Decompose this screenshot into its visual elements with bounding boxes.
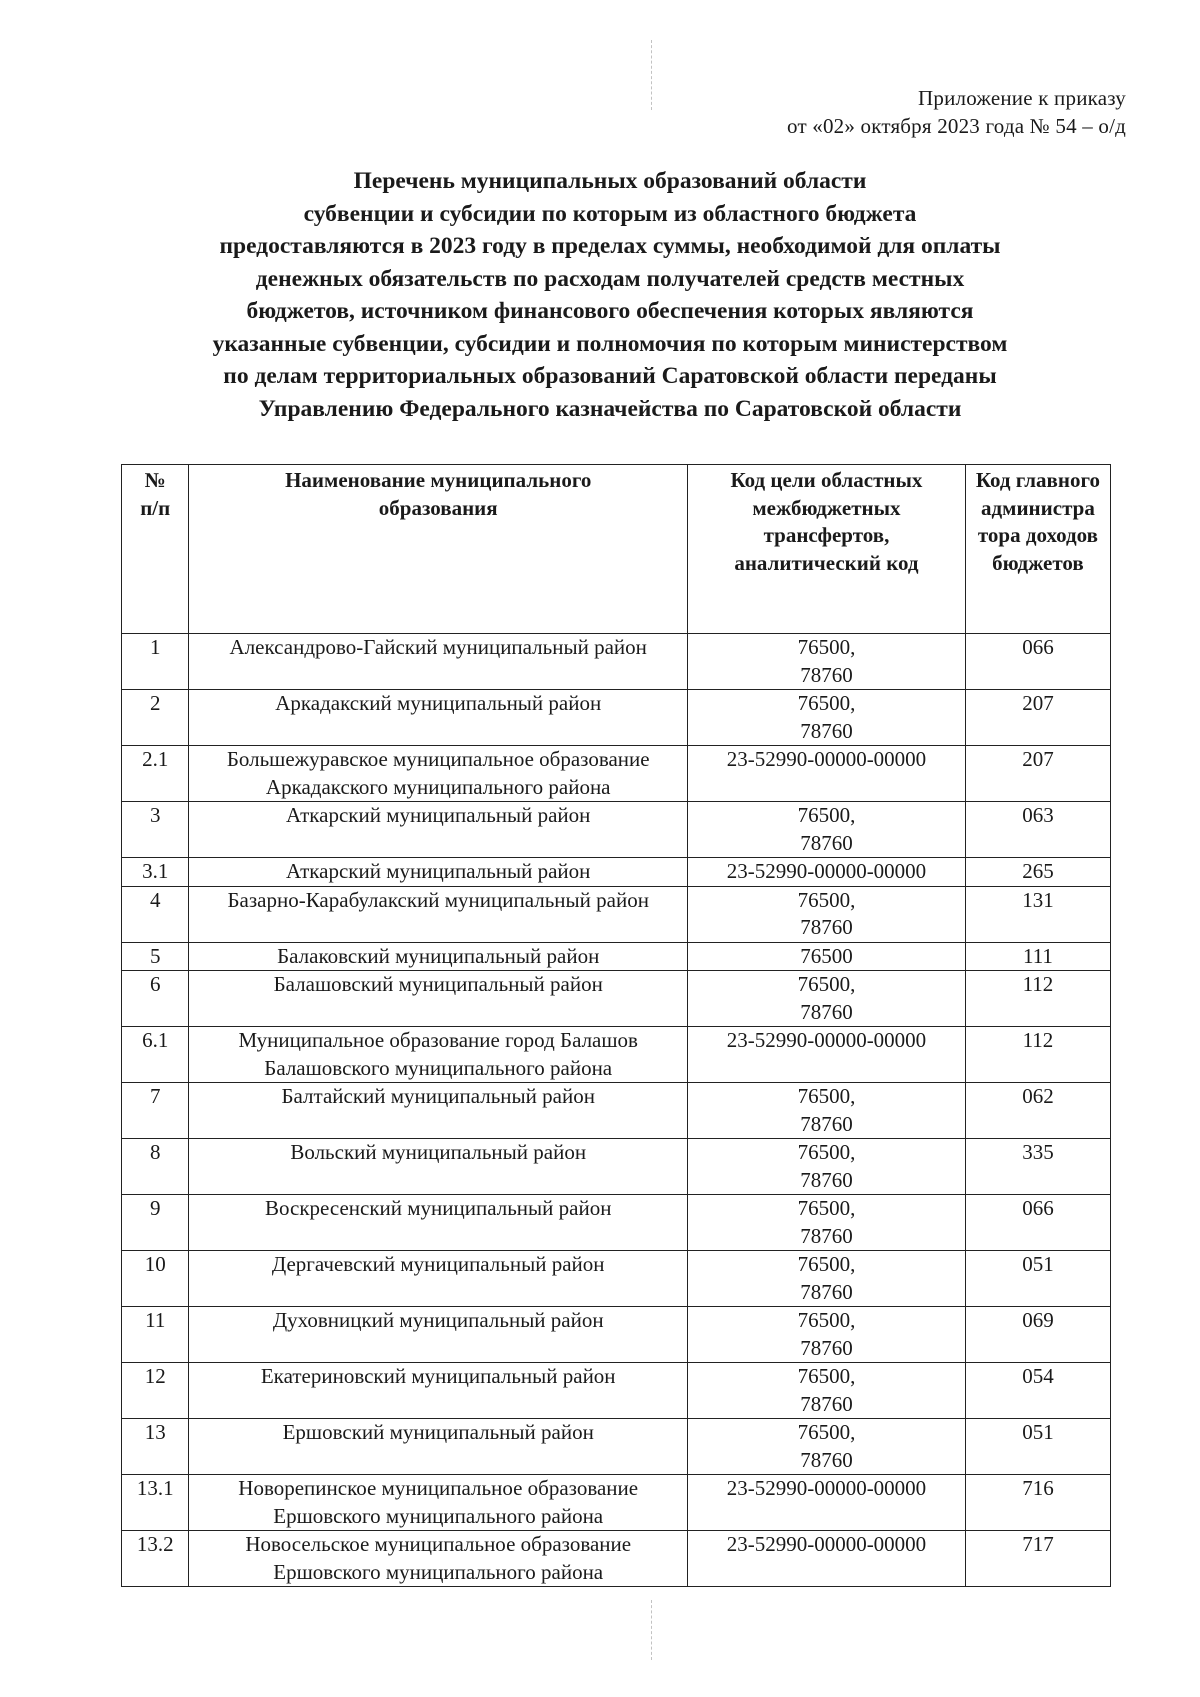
scan-fold-mark [651, 1600, 652, 1660]
table-row [122, 746, 1111, 802]
row-target-code: 76500, 78760 [688, 690, 966, 746]
row-municipality-name: Духовницкий муниципальный район [189, 1307, 688, 1363]
row-admin-code: 112 [965, 971, 1110, 1027]
row-municipality-name: Балашовский муниципальный район [189, 971, 688, 1027]
table-row [122, 1139, 1111, 1195]
table-row [122, 886, 1111, 942]
header-admin-code: Код главного администра тора доходов бюджетов [965, 465, 1110, 634]
row-municipality-name: Балтайский муниципальный район [189, 1083, 688, 1139]
table-row [122, 1307, 1111, 1363]
row-admin-code: 716 [965, 1475, 1110, 1531]
table-row [122, 690, 1111, 746]
row-number: 13 [122, 1419, 189, 1475]
row-municipality-name: Новосельское муниципальное образование Ершовского муниципального района [189, 1531, 688, 1587]
row-municipality-name: Аткарский муниципальный район [189, 802, 688, 858]
row-municipality-name: Муниципальное образование город Балашов Балашовского муниципального района [189, 1027, 688, 1083]
row-target-code: 76500, 78760 [688, 1195, 966, 1251]
row-admin-code: 207 [965, 746, 1110, 802]
row-target-code: 76500, 78760 [688, 1363, 966, 1419]
row-municipality-name: Вольский муниципальный район [189, 1139, 688, 1195]
row-target-code: 23-52990-00000-00000 [688, 1475, 966, 1531]
row-target-code: 76500 [688, 942, 966, 971]
table-row [122, 858, 1111, 887]
row-number: 10 [122, 1251, 189, 1307]
row-number: 2 [122, 690, 189, 746]
table-header-row [122, 465, 1111, 634]
table-row [122, 942, 1111, 971]
row-target-code: 23-52990-00000-00000 [688, 1027, 966, 1083]
row-admin-code: 717 [965, 1531, 1110, 1587]
title-line: бюджетов, источником финансового обеспечения которых являются [246, 298, 974, 324]
row-admin-code: 051 [965, 1251, 1110, 1307]
row-municipality-name: Ершовский муниципальный район [189, 1419, 688, 1475]
municipalities-table [121, 464, 1111, 1587]
row-target-code: 76500, 78760 [688, 634, 966, 690]
row-admin-code: 051 [965, 1419, 1110, 1475]
row-target-code: 23-52990-00000-00000 [688, 1531, 966, 1587]
row-number: 9 [122, 1195, 189, 1251]
row-admin-code: 062 [965, 1083, 1110, 1139]
row-target-code: 76500, 78760 [688, 1083, 966, 1139]
table-row [122, 1027, 1111, 1083]
table-row [122, 1251, 1111, 1307]
row-admin-code: 111 [965, 942, 1110, 971]
row-municipality-name: Базарно-Карабулакский муниципальный район [189, 886, 688, 942]
row-number: 11 [122, 1307, 189, 1363]
row-municipality-name: Большежуравское муниципальное образование Аркадакского муниципального района [189, 746, 688, 802]
title-line: по делам территориальных образований Саратовской области переданы [223, 363, 997, 389]
scan-fold-mark [651, 40, 652, 110]
row-municipality-name: Балаковский муниципальный район [189, 942, 688, 971]
row-target-code: 76500, 78760 [688, 1419, 966, 1475]
table-row [122, 1083, 1111, 1139]
row-admin-code: 112 [965, 1027, 1110, 1083]
row-admin-code: 335 [965, 1139, 1110, 1195]
row-number: 5 [122, 942, 189, 971]
row-number: 7 [122, 1083, 189, 1139]
row-municipality-name: Аркадакский муниципальный район [189, 690, 688, 746]
row-target-code: 23-52990-00000-00000 [688, 858, 966, 887]
row-number: 2.1 [122, 746, 189, 802]
header-target-code: Код цели областных межбюджетных трансфертов, аналитический код [688, 465, 966, 634]
row-number: 3 [122, 802, 189, 858]
title-line: субвенции и субсидии по которым из областного бюджета [303, 200, 917, 227]
title-line: указанные субвенции, субсидии и полномочия по которым министерством [212, 330, 1008, 357]
row-number: 6 [122, 971, 189, 1027]
row-number: 13.2 [122, 1531, 189, 1587]
header-municipality-name: Наименование муниципального образования [189, 465, 688, 634]
row-target-code: 76500, 78760 [688, 802, 966, 858]
table-row [122, 1363, 1111, 1419]
row-number: 12 [122, 1363, 189, 1419]
row-municipality-name: Новорепинское муниципальное образование Ершовского муниципального района [189, 1475, 688, 1531]
row-municipality-name: Аткарский муниципальный район [189, 858, 688, 887]
row-number: 13.1 [122, 1475, 189, 1531]
row-admin-code: 131 [965, 886, 1110, 942]
row-municipality-name: Екатериновский муниципальный район [189, 1363, 688, 1419]
row-admin-code: 063 [965, 802, 1110, 858]
row-target-code: 76500, 78760 [688, 1251, 966, 1307]
row-target-code: 23-52990-00000-00000 [688, 746, 966, 802]
row-number: 6.1 [122, 1027, 189, 1083]
table-row [122, 634, 1111, 690]
title-line: денежных обязательств по расходам получателей средств местных [255, 265, 965, 292]
row-municipality-name: Дергачевский муниципальный район [189, 1251, 688, 1307]
table-row [122, 971, 1111, 1027]
row-target-code: 76500, 78760 [688, 1307, 966, 1363]
row-admin-code: 265 [965, 858, 1110, 887]
table-row [122, 1475, 1111, 1531]
title-line: предоставляются в 2023 году в пределах суммы, необходимой для оплаты [219, 233, 1001, 259]
document-title [110, 165, 1110, 425]
appendix-header [787, 84, 1126, 140]
row-admin-code: 066 [965, 634, 1110, 690]
row-target-code: 76500, 78760 [688, 971, 966, 1027]
row-number: 1 [122, 634, 189, 690]
table-row [122, 1531, 1111, 1587]
row-target-code: 76500, 78760 [688, 1139, 966, 1195]
row-number: 4 [122, 886, 189, 942]
row-municipality-name: Александрово-Гайский муниципальный район [189, 634, 688, 690]
row-admin-code: 207 [965, 690, 1110, 746]
appendix-line-1: Приложение к приказу [918, 86, 1126, 110]
row-admin-code: 054 [965, 1363, 1110, 1419]
title-line: Управлению Федерального казначейства по Саратовской области [258, 395, 962, 422]
row-admin-code: 066 [965, 1195, 1110, 1251]
row-municipality-name: Воскресенский муниципальный район [189, 1195, 688, 1251]
title-line: Перечень муниципальных образований области [353, 168, 867, 194]
row-target-code: 76500, 78760 [688, 886, 966, 942]
table-row [122, 1195, 1111, 1251]
row-number: 3.1 [122, 858, 189, 887]
header-number: № п/п [122, 465, 189, 634]
table-row [122, 802, 1111, 858]
row-admin-code: 069 [965, 1307, 1110, 1363]
table-row [122, 1419, 1111, 1475]
appendix-line-2: от «02» октября 2023 года № 54 – о/д [787, 114, 1126, 138]
row-number: 8 [122, 1139, 189, 1195]
